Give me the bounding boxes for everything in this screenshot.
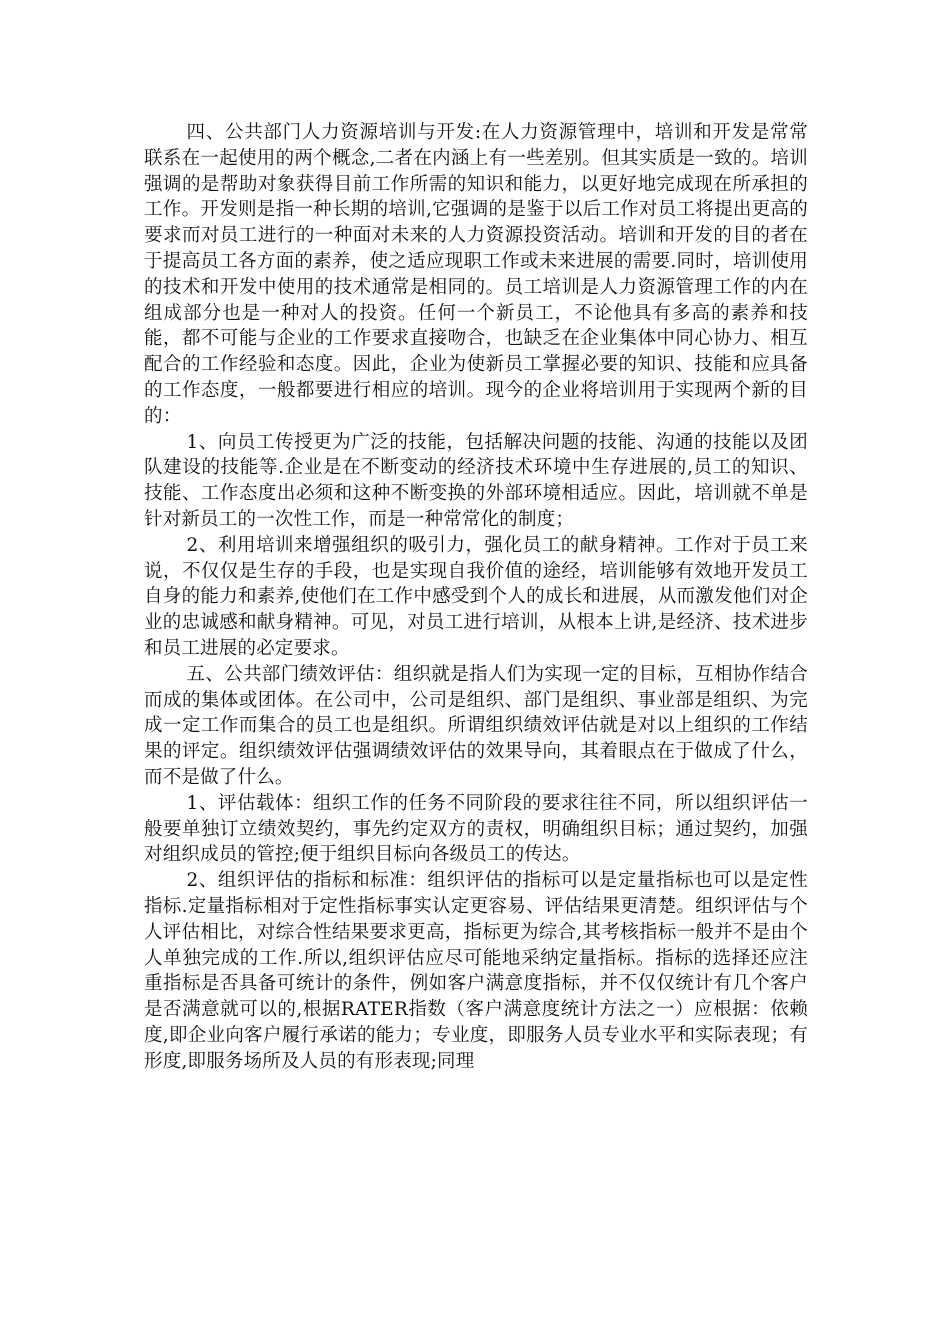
- paragraph-training-goal-1: 1、向员工传授更为广泛的技能，包括解决问题的技能、沟通的技能以及团队建设的技能等.企业是在不断变动的经济技术环境中生存进展的,员工的知识、技能、工作态度出必须和这种不断变换的外部环境相适应。因此，培训就不单是针对新员工的一次性工作，而是一种常常化的制度；: [144, 431, 808, 530]
- paragraph-evaluation-indicators: 2、组织评估的指标和标准：组织评估的指标可以是定量指标也可以是定性指标.定量指标相对于定性指标事实认定更容易、评估结果更清楚。组织评估与个人评估相比，对综合性结果要求更高，指标更为综合,其考核指标一般并不是由个人单独完成的工作.所以,组织评估应尽可能地采纳定量指标。指标的选择还应注重指标是否具备可统计的条件，例如客户满意度指标，并不仅仅统计有几个客户是否满意就可以的,根据RATER指数（客户满意度统计方法之一）应根据：依赖度,即企业向客户履行承诺的能力；专业度，即服务人员专业水平和实际表现；有形度,即服务场所及人员的有形表现;同理: [144, 870, 808, 1072]
- paragraph-performance-evaluation: 五、公共部门绩效评估：组织就是指人们为实现一定的目标，互相协作结合而成的集体或团体。在公司中，公司是组织、部门是组织、事业部是组织、为完成一定工作而集合的员工也是组织。所谓组织绩效评估就是对以上组织的工作结果的评定。组织绩效评估强调绩效评估的效果导向，其着眼点在于做成了什么，而不是做了什么。: [144, 663, 808, 788]
- paragraph-evaluation-carrier: 1、评估载体：组织工作的任务不同阶段的要求往往不同，所以组织评估一般要单独订立绩效契约，事先约定双方的责权，明确组织目标；通过契约，加强对组织成员的管控;便于组织目标向各级员工的传达。: [144, 792, 808, 866]
- document-body: [144, 120, 808, 1074]
- paragraph-training-development: 四、公共部门人力资源培训与开发:在人力资源管理中，培训和开发是常常联系在一起使用的两个概念,二者在内涵上有一些差别。但其实质是一致的。培训强调的是帮助对象获得目前工作所需的知识和能力，以更好地完成现在所承担的工作。开发则是指一种长期的培训,它强调的是鉴于以后工作对员工将提出更高的要求而对员工进行的一种面对未来的人力资源投资活动。培训和开发的目的者在于提高员工各方面的素养，使之适应现职工作或未来进展的需要.同时，培训使用的技术和开发中使用的技术通常是相同的。员工培训是人力资源管理工作的内在组成部分也是一种对人的投资。任何一个新员工，不论他具有多高的素养和技能，都不可能与企业的工作要求直接吻合，也缺乏在企业集体中同心协力、相互配合的工作经验和态度。因此，企业为使新员工掌握必要的知识、技能和应具备的工作态度，一般都要进行相应的培训。现今的企业将培训用于实现两个新的目的：: [144, 122, 808, 427]
- paragraph-training-goal-2: 2、利用培训来增强组织的吸引力，强化员工的献身精神。工作对于员工来说，不仅仅是生存的手段，也是实现自我价值的途经，培训能够有效地开发员工自身的能力和素养,使他们在工作中感受到个人的成长和进展，从而激发他们对企业的忠诚感和献身精神。可见，对员工进行培训，从根本上讲,是经济、技术进步和员工进展的必定要求。: [144, 534, 808, 659]
